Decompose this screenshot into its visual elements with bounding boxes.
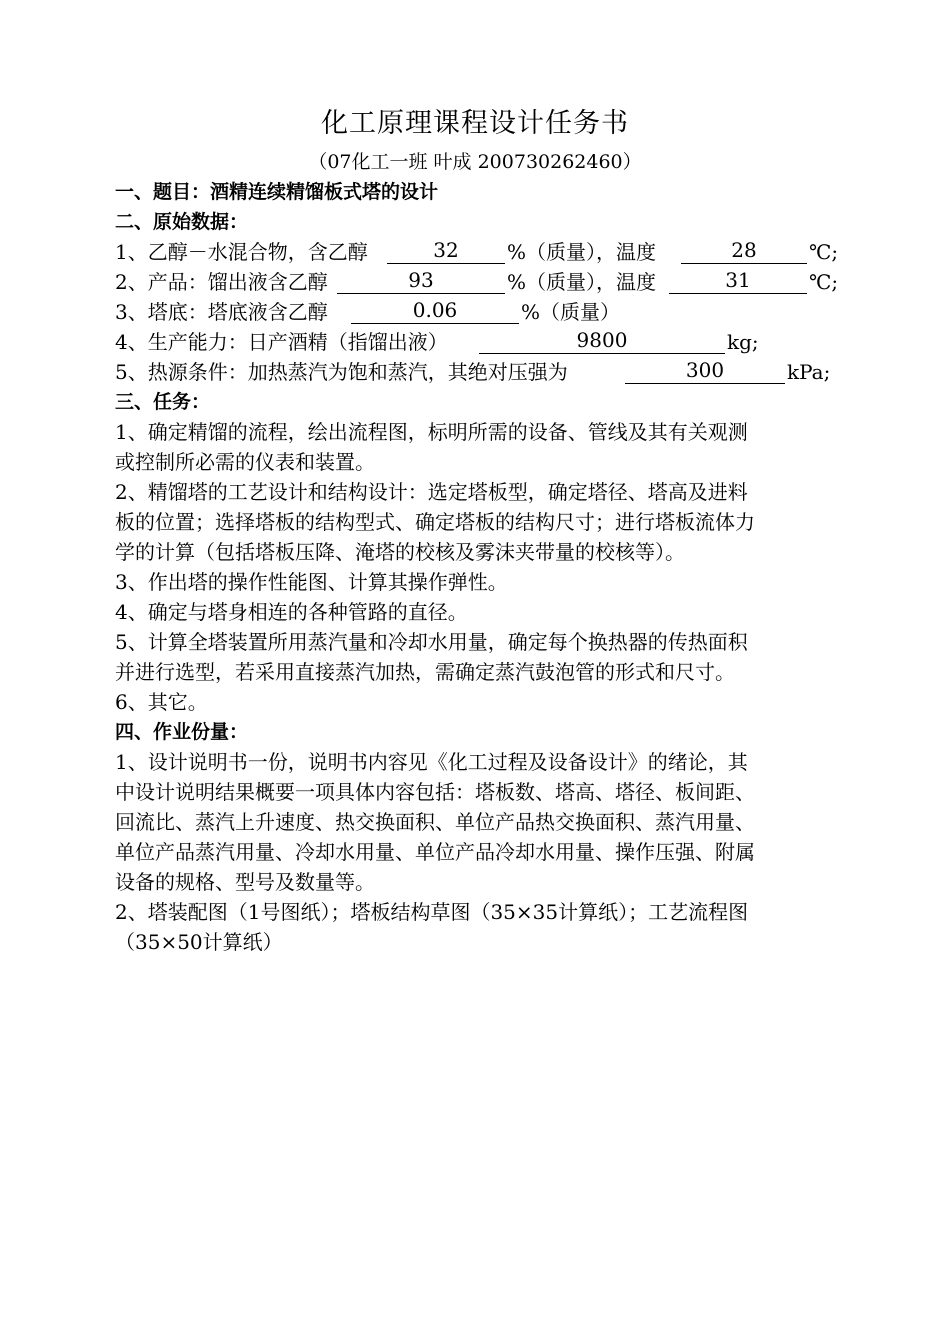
data-line-unit: kg; — [727, 330, 759, 354]
section-tasks: 三、任务： — [115, 391, 211, 413]
data-line-unit: %（质量），温度 — [507, 270, 657, 294]
workload-list — [115, 747, 845, 957]
data-line-capacity — [115, 327, 845, 357]
data-line-feed — [115, 237, 845, 267]
workload-item: 1、设计说明书一份，说明书内容见《化工过程及设备设计》的绪论，其 — [115, 750, 748, 774]
data-line-unit: ℃; — [809, 270, 839, 294]
section-workload: 四、作业份量： — [115, 721, 249, 743]
student-info: （07化工一班 叶成 200730262460） — [308, 151, 642, 173]
task-item: 板的位置；选择塔板的结构型式、确定塔板的结构尺寸；进行塔板流体力 — [115, 510, 755, 534]
section-topic: 一、题目：酒精连续精馏板式塔的设计 — [115, 181, 439, 203]
data-line-unit: ℃; — [809, 240, 839, 264]
task-item: 或控制所必需的仪表和装置。 — [115, 450, 375, 474]
data-line-bottoms — [115, 297, 845, 327]
workload-item: 中设计说明结果概要一项具体内容包括：塔板数、塔高、塔径、板间距、 — [115, 780, 755, 804]
workload-item: 回流比、蒸汽上升速度、热交换面积、单位产品热交换面积、蒸汽用量、 — [115, 810, 755, 834]
data-line-label: 3、塔底：塔底液含乙醇 — [115, 300, 328, 324]
steam-pressure-value: 300 — [625, 357, 785, 384]
data-line-label: 4、生产能力：日产酒精（指馏出液） — [115, 330, 448, 354]
task-item: 5、计算全塔装置所用蒸汽量和冷却水用量，确定每个换热器的传热面积 — [115, 630, 748, 654]
bottoms-ethanol-value: 0.06 — [351, 297, 519, 324]
data-line-label: 2、产品：馏出液含乙醇 — [115, 270, 328, 294]
data-line-heat-source — [115, 357, 845, 387]
document-title: 化工原理课程设计任务书 — [321, 108, 629, 139]
section-raw-data: 二、原始数据： — [115, 211, 249, 233]
feed-ethanol-value: 32 — [387, 237, 505, 264]
task-item: 学的计算（包括塔板压降、淹塔的校核及雾沫夹带量的校核等）。 — [115, 540, 685, 564]
workload-item: 设备的规格、型号及数量等。 — [115, 870, 375, 894]
workload-item: （35×50计算纸） — [115, 930, 283, 954]
data-line-product — [115, 267, 845, 297]
data-line-unit: %（质量），温度 — [507, 240, 657, 264]
daily-production-value: 9800 — [479, 327, 725, 354]
distillate-ethanol-value: 93 — [337, 267, 505, 294]
feed-temperature-value: 28 — [681, 237, 807, 264]
data-line-unit: kPa; — [787, 360, 831, 384]
workload-item: 单位产品蒸汽用量、冷却水用量、单位产品冷却水用量、操作压强、附属 — [115, 840, 755, 864]
task-item: 1、确定精馏的流程，绘出流程图，标明所需的设备、管线及其有关观测 — [115, 420, 748, 444]
distillate-temperature-value: 31 — [669, 267, 807, 294]
workload-item: 2、塔装配图（1号图纸）；塔板结构草图（35×35计算纸）；工艺流程图 — [115, 900, 749, 924]
task-item: 并进行选型，若采用直接蒸汽加热，需确定蒸汽鼓泡管的形式和尺寸。 — [115, 660, 735, 684]
data-line-unit: %（质量） — [521, 300, 621, 324]
data-line-label: 1、乙醇－水混合物，含乙醇 — [115, 240, 368, 264]
data-line-label: 5、热源条件：加热蒸汽为饱和蒸汽，其绝对压强为 — [115, 360, 568, 384]
task-item: 4、确定与塔身相连的各种管路的直径。 — [115, 600, 468, 624]
task-item: 6、其它。 — [115, 690, 208, 714]
task-item: 2、精馏塔的工艺设计和结构设计：选定塔板型，确定塔径、塔高及进料 — [115, 480, 748, 504]
task-list — [115, 417, 845, 717]
task-item: 3、作出塔的操作性能图、计算其操作弹性。 — [115, 570, 508, 594]
